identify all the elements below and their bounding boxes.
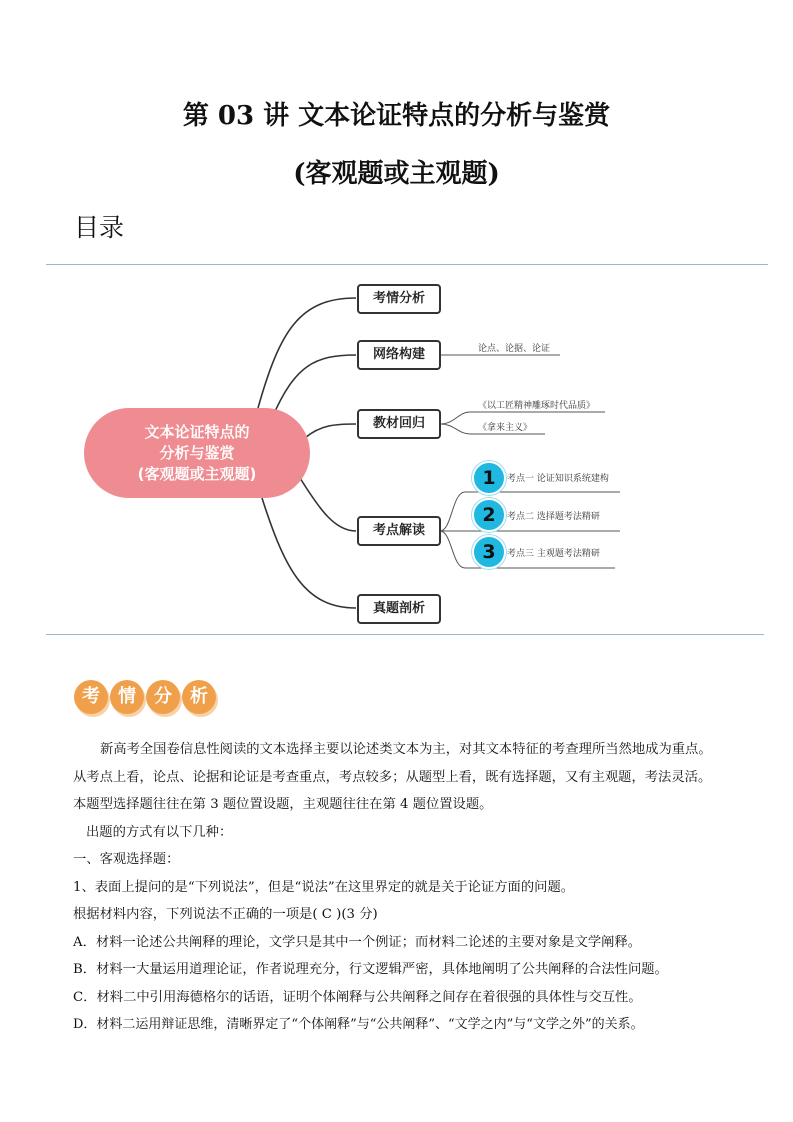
leaf-wangluo: 论点、论据、论证 <box>478 344 551 354</box>
option-c: C．材料二中引用海德格尔的话语，证明个体阐释与公共阐释之间存在着很强的具体性与交互性。 <box>73 989 642 1005</box>
connector-jiaocai <box>305 424 356 438</box>
connector-kaodian <box>300 478 356 531</box>
number-circle-3: 3 <box>472 535 506 569</box>
divider-bottom <box>46 634 764 635</box>
badge-char-3: 分 <box>146 680 180 714</box>
section-one-heading: 一、客观选择题： <box>73 852 180 867</box>
option-a: A．材料一论述公共阐释的理论，文学只是其中一个例证；而材料二论述的主要对象是文学阐释。 <box>73 934 642 950</box>
node-zhenti[interactable]: 真题剖析 <box>357 594 441 624</box>
item-1: 1、表面上提问的是“下列说法”，但是“说法”在这里界定的就是关于论证方面的问题。 <box>73 879 575 895</box>
node-wangluo[interactable]: 网络构建 <box>357 340 441 370</box>
connector-wangluo <box>272 355 356 418</box>
center-line1: 文本论证特点的 <box>144 422 250 441</box>
center-line3: (客观题或主观题) <box>137 464 257 483</box>
intro-paragraph: 新高考全国卷信息性阅读的文本选择主要以论述类文本为主，对其文本特征的考查理所当然地成为重点。从考点上看，论点、论据和论证是考查重点，考点较多；从题型上看，既有选择题，又有主观题，考法灵活。本题型选择题往往在第 3 题位置设题，主观题往往在第 4 题位置设题。 <box>73 742 712 812</box>
body-text <box>73 736 723 1039</box>
leaf-jiaocai-1: 《以工匠精神雕琢时代品质》 <box>478 401 596 411</box>
connector-zhenti <box>262 498 356 608</box>
question-line: 根据材料内容，下列说法不正确的一项是( C )(3 分) <box>73 907 378 922</box>
badge-char-2: 情 <box>110 680 144 714</box>
page-title: 第 03 讲 文本论证特点的分析与鉴赏 <box>182 101 611 131</box>
kaodian-item-1[interactable]: 考点一 论证知识系统建构 <box>507 474 609 484</box>
toc-heading: 目录 <box>74 213 125 242</box>
badge-char-1: 考 <box>74 680 108 714</box>
node-kaoqing[interactable]: 考情分析 <box>357 284 441 314</box>
badge-char-4: 析 <box>182 680 216 714</box>
center-line2: 分析与鉴赏 <box>159 443 235 462</box>
number-circle-2: 2 <box>472 498 506 532</box>
node-kaodian[interactable]: 考点解读 <box>357 516 441 546</box>
node-jiaocai[interactable]: 教材回归 <box>357 409 441 439</box>
section-badge-kaoqing <box>74 680 218 714</box>
option-d: D．材料二运用辩证思维，清晰界定了“个体阐释”与“公共阐释”、“文学之内”与“文学之外”的关系。 <box>73 1017 644 1032</box>
mind-map-center <box>84 408 310 498</box>
connector-kaoqing <box>258 298 356 408</box>
number-circle-1: 1 <box>472 461 506 495</box>
leaf-jiaocai-2: 《拿来主义》 <box>478 423 533 433</box>
option-b: B．材料一大量运用道理论证，作者说理充分，行文逻辑严密，具体地阐明了公共阐释的合法性问题。 <box>73 962 668 977</box>
kaodian-item-3[interactable]: 考点三 主观题考法精研 <box>507 549 600 559</box>
page-subtitle: (客观题或主观题) <box>293 159 500 189</box>
kaodian-item-2[interactable]: 考点二 选择题考法精研 <box>507 512 600 522</box>
methods-line: 出题的方式有以下几种： <box>86 824 233 840</box>
